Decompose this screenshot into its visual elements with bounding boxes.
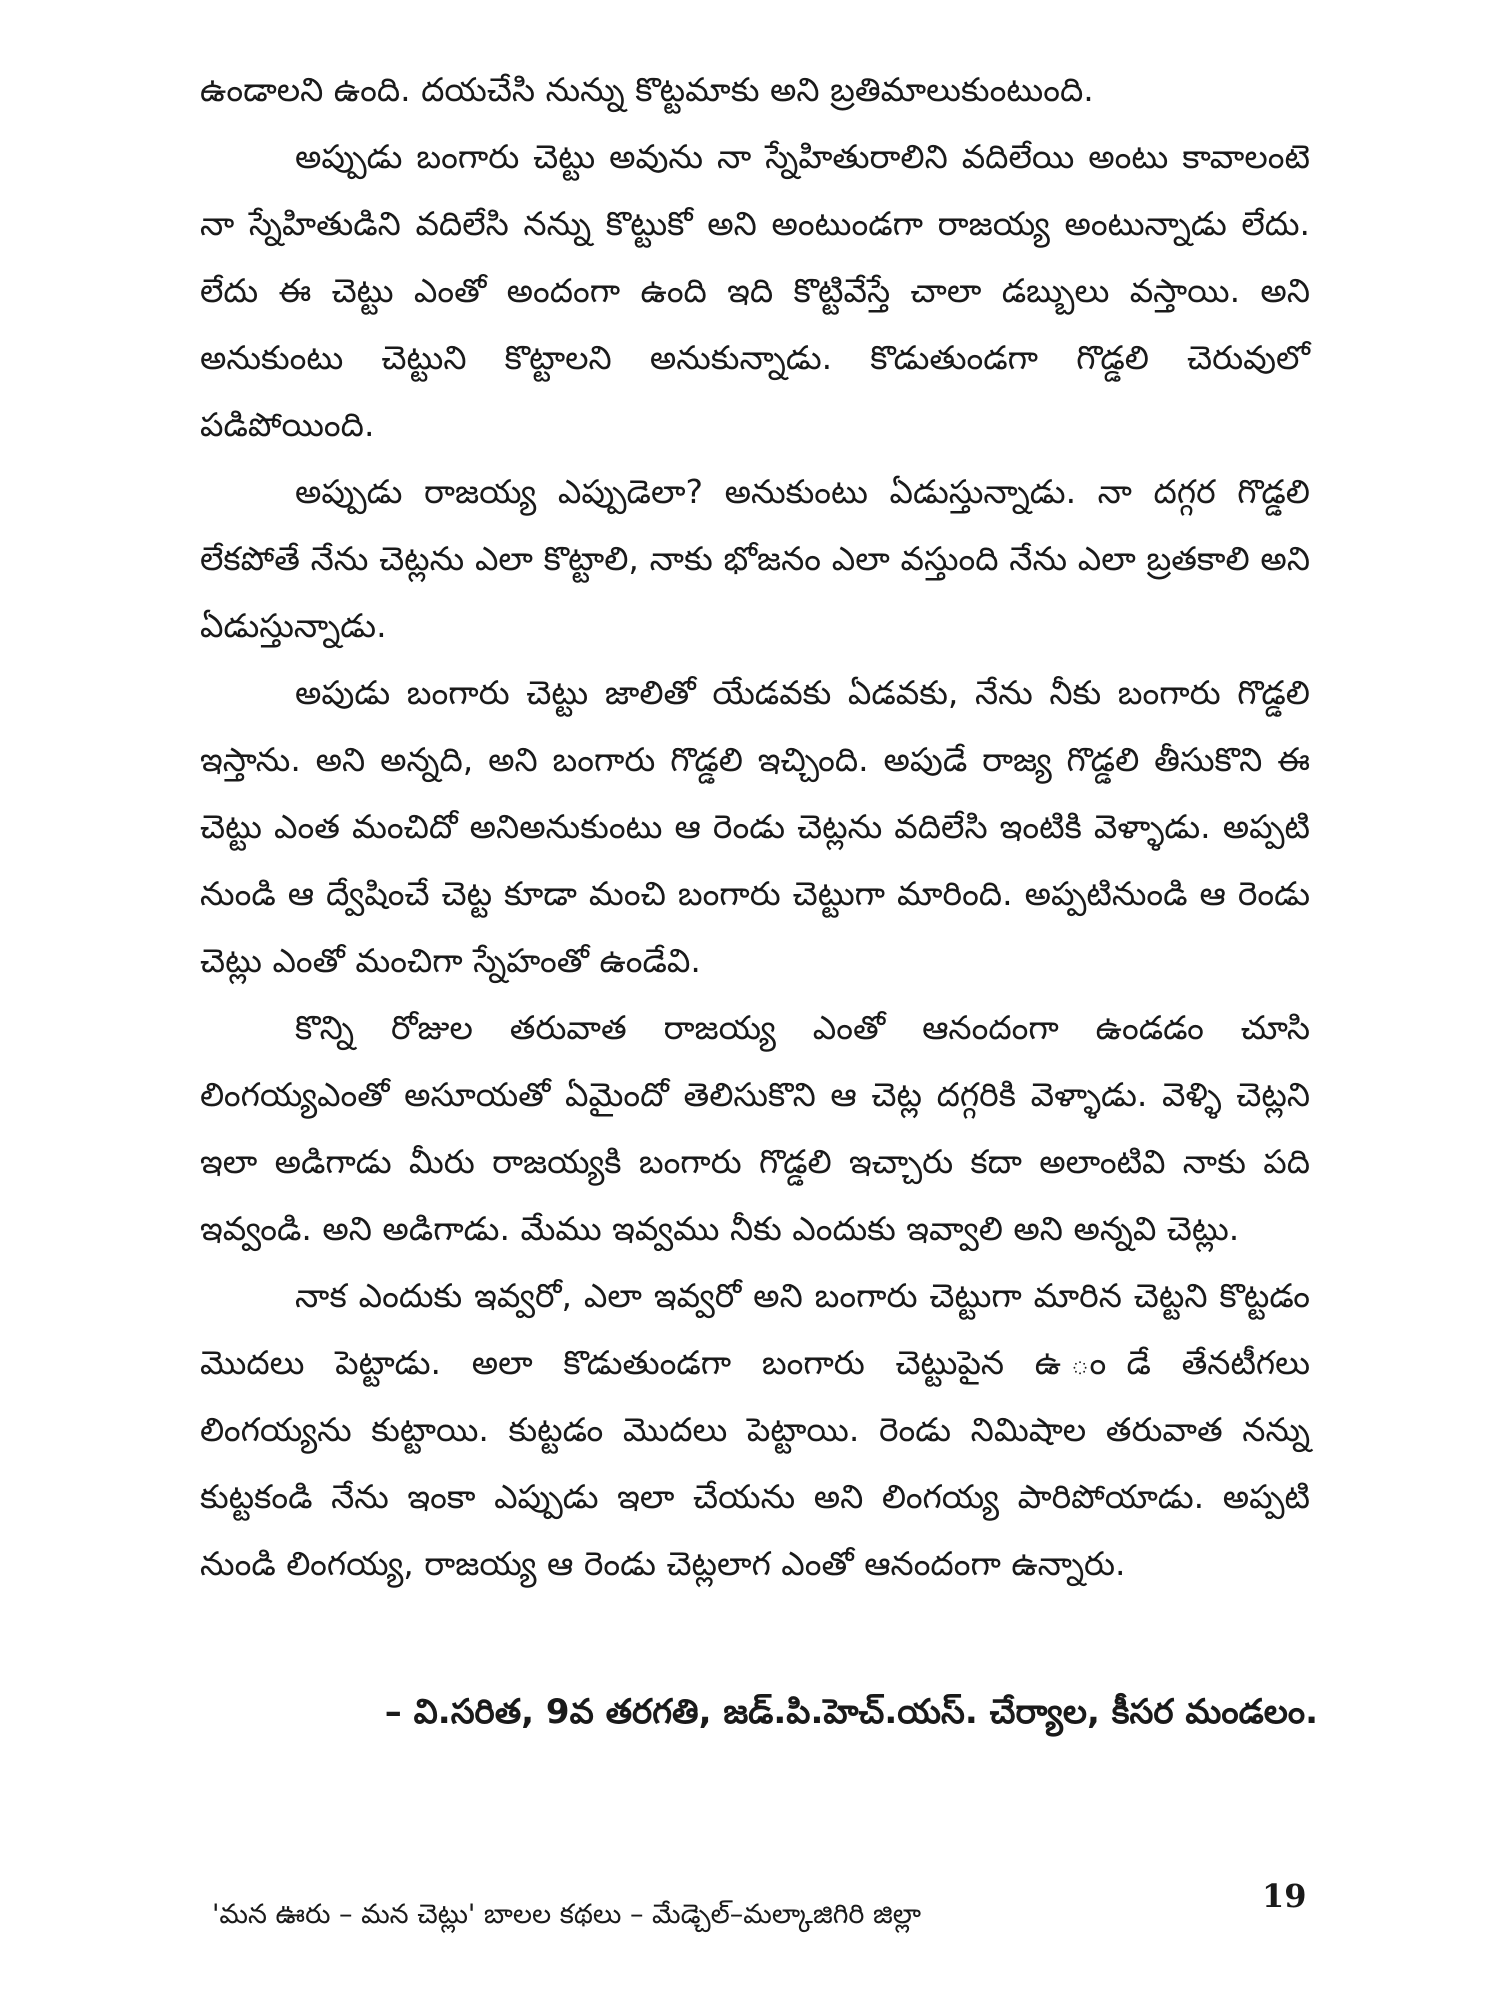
- story-body: [200, 56, 1310, 1597]
- paragraph-lingayya-jealous: కొన్ని రోజుల తరువాత రాజయ్య ఎంతో ఆనందంగా ఉండడం చూసి లింగయ్యఎంతో అసూయతో ఏమైందో తెలిసుకొని ఆ చెట్ల దగ్గరికి వెళ్ళాడు. వెళ్ళి చెట్లని ఇలా అడిగాడు మీరు రాజయ్యకి బంగారు గొడ్డలి ఇచ్చారు కదా అలాంటివి నాకు పది ఇవ్వండి. అని అడిగాడు. మేము ఇవ్వము నీకు ఎందుకు ఇవ్వాలి అని అన్నవి చెట్లు.: [200, 1008, 1310, 1248]
- page-number: 19: [1262, 1877, 1307, 1915]
- page-footer: 'మన ఊరు – మన చెట్లు' బాలల కథలు – మేడ్చెల్–మల్కాజిగిరి జిల్లా: [212, 1899, 922, 1930]
- paragraph-continuation: ఉండాలని ఉంది. దయచేసి నున్ను కొట్టమాకు అని బ్రతిమాలుకుంటుంది.: [200, 70, 1094, 109]
- paragraph-rajayya-crying: అప్పుడు రాజయ్య ఎప్పుడెలా? అనుకుంటు ఏడుస్తున్నాడు. నా దగ్గర గొడ్డలి లేకపోతే నేను చెట్లను ఎలా కొట్టాలి, నాకు భోజనం ఎలా వస్తుంది నేను ఎలా బ్రతకాలి అని ఏడుస్తున్నాడు.: [200, 472, 1310, 645]
- author-signature: – వి.సరిత, 9వ తరగతి, జడ్.పి.హెచ్.యస్. చేర్యాల, కీసర మండలం.: [384, 1692, 1318, 1732]
- paragraph-golden-axe: అపుడు బంగారు చెట్టు జాలితో యేడవకు ఏడవకు, నేను నీకు బంగారు గొడ్డలి ఇస్తాను. అని అన్నది, అని బంగారు గొడ్డలి ఇచ్చింది. అపుడే రాజ్య గొడ్డలి తీసుకొని ఈ చెట్టు ఎంత మంచిదో అనిఅనుకుంటు ఆ రెండు చెట్లను వదిలేసి ఇంటికి వెళ్ళాడు. అప్పటి నుండి ఆ ద్వేషించే చెట్ట కూడా మంచి బంగారు చెట్టుగా మారింది. అప్పటినుండి ఆ రెండు చెట్లు ఎంతో మంచిగా స్నేహంతో ఉండేవి.: [200, 673, 1310, 980]
- paragraph-golden-tree-offer: అప్పుడు బంగారు చెట్టు అవును నా స్నేహితురాలిని వదిలేయి అంటు కావాలంటె నా స్నేహితుడిని వదిలేసి నన్ను కొట్టుకో అని అంటుండగా రాజయ్య అంటున్నాడు లేదు. లేదు ఈ చెట్టు ఎంతో అందంగా ఉంది ఇది కొట్టివేస్తే చాలా డబ్బులు వస్తాయి. అని అనుకుంటు చెట్టుని కొట్టాలని అనుకున్నాడు. కొడుతుండగా గొడ్డలి చెరువులో పడిపోయింది.: [200, 137, 1310, 444]
- paragraph-bees-sting: నాక ఎందుకు ఇవ్వరో, ఎలా ఇవ్వరో అని బంగారు చెట్టుగా మారిన చెట్టని కొట్టడం మొదలు పెట్టాడు. అలా కొడుతుండగా బంగారు చెట్టుపైన ఉ ండే తేనటీగలు లింగయ్యను కుట్టాయి. కుట్టడం మొదలు పెట్టాయి. రెండు నిమిషాల తరువాత నన్ను కుట్టకండి నేను ఇంకా ఎప్పుడు ఇలా చేయను అని లింగయ్య పారిపోయాడు. అప్పటి నుండి లింగయ్య, రాజయ్య ఆ రెండు చెట్లలాగ ఎంతో ఆనందంగా ఉన్నారు.: [200, 1276, 1310, 1583]
